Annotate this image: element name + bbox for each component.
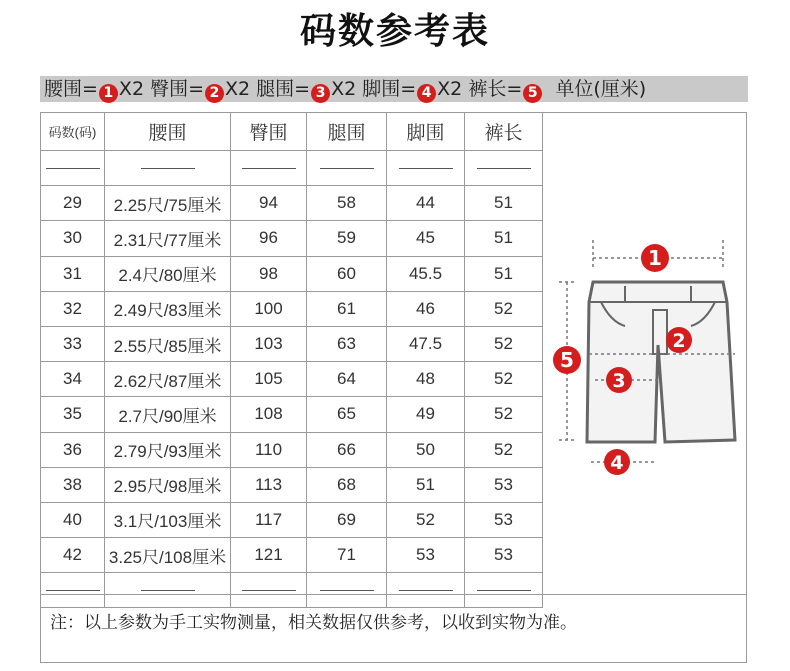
cell-length: 52 xyxy=(465,432,543,467)
table-row xyxy=(41,467,543,502)
formula-waist: 腰围= xyxy=(44,78,98,100)
cell-thigh: 66 xyxy=(307,432,387,467)
table-row xyxy=(41,538,543,573)
number-1-icon: 1 xyxy=(99,84,118,103)
divider-dash xyxy=(399,590,453,591)
number-4-icon: 4 xyxy=(417,84,436,103)
cell-thigh: 60 xyxy=(307,256,387,291)
table-row xyxy=(41,221,543,256)
cell-size: 30 xyxy=(41,221,105,256)
formula-unit: 单位(厘米) xyxy=(555,78,647,100)
divider-dash xyxy=(477,168,531,169)
shorts-measurement-diagram xyxy=(545,230,745,490)
divider-dash xyxy=(477,590,531,591)
cell-waist: 3.1尺/103厘米 xyxy=(105,502,231,537)
formula-thigh: 腿围= xyxy=(256,78,311,100)
header-waist: 腰围 xyxy=(105,113,231,151)
formula-times2: X2 xyxy=(331,78,357,100)
cell-thigh: 68 xyxy=(307,467,387,502)
cell-hip: 94 xyxy=(231,186,307,221)
cell-hip: 105 xyxy=(231,362,307,397)
table-row xyxy=(41,186,543,221)
cell-hem: 49 xyxy=(387,397,465,432)
table-row xyxy=(41,432,543,467)
cell-length: 52 xyxy=(465,362,543,397)
divider-dash xyxy=(46,590,100,591)
formula-times2: X2 xyxy=(225,78,251,100)
formula-times2: X2 xyxy=(437,78,463,100)
cell-hip: 108 xyxy=(231,397,307,432)
cell-hem: 52 xyxy=(387,502,465,537)
number-5-icon: 5 xyxy=(523,84,542,103)
cell-hip: 103 xyxy=(231,326,307,361)
cell-length: 53 xyxy=(465,538,543,573)
formula-hem: 脚围= xyxy=(362,78,417,100)
cell-length: 53 xyxy=(465,502,543,537)
cell-hem: 47.5 xyxy=(387,326,465,361)
cell-waist: 2.7尺/90厘米 xyxy=(105,397,231,432)
cell-length: 51 xyxy=(465,256,543,291)
table-row xyxy=(41,362,543,397)
measure-marker-2 xyxy=(666,327,692,353)
cell-waist: 2.4尺/80厘米 xyxy=(105,256,231,291)
cell-size: 38 xyxy=(41,467,105,502)
header-thigh: 腿围 xyxy=(307,113,387,151)
header-length: 裤长 xyxy=(465,113,543,151)
table-row xyxy=(41,326,543,361)
footnote: 注：以上参数为手工实物测量，相关数据仅供参考，以收到实物为准。 xyxy=(40,594,747,663)
cell-hem: 50 xyxy=(387,432,465,467)
cell-thigh: 65 xyxy=(307,397,387,432)
cell-hem: 53 xyxy=(387,538,465,573)
cell-waist: 2.79尺/93厘米 xyxy=(105,432,231,467)
table-row xyxy=(41,291,543,326)
table-row xyxy=(41,256,543,291)
cell-waist: 2.55尺/85厘米 xyxy=(105,326,231,361)
cell-thigh: 64 xyxy=(307,362,387,397)
cell-size: 35 xyxy=(41,397,105,432)
header-hem: 脚围 xyxy=(387,113,465,151)
formula-length: 裤长= xyxy=(468,78,523,100)
cell-size: 42 xyxy=(41,538,105,573)
cell-length: 52 xyxy=(465,291,543,326)
cell-hem: 45 xyxy=(387,221,465,256)
cell-hem: 51 xyxy=(387,467,465,502)
cell-length: 53 xyxy=(465,467,543,502)
shorts-outline-icon xyxy=(587,282,735,442)
cell-thigh: 59 xyxy=(307,221,387,256)
size-table xyxy=(40,112,543,608)
cell-size: 31 xyxy=(41,256,105,291)
cell-waist: 2.62尺/87厘米 xyxy=(105,362,231,397)
cell-length: 52 xyxy=(465,326,543,361)
divider-dash xyxy=(320,168,374,169)
cell-hip: 100 xyxy=(231,291,307,326)
cell-hip: 117 xyxy=(231,502,307,537)
svg-text:4: 4 xyxy=(610,452,624,474)
formula-hip: 臀围= xyxy=(150,78,204,100)
divider-dash xyxy=(399,168,453,169)
cell-hem: 46 xyxy=(387,291,465,326)
divider-dash xyxy=(46,168,100,169)
table-divider-row xyxy=(41,151,543,186)
cell-hem: 48 xyxy=(387,362,465,397)
measure-marker-1 xyxy=(641,244,669,272)
measurement-formula-bar xyxy=(40,76,748,102)
cell-length: 51 xyxy=(465,186,543,221)
table-header-row xyxy=(41,113,543,151)
cell-thigh: 61 xyxy=(307,291,387,326)
page-title: 码数参考表 xyxy=(299,11,490,52)
svg-text:5: 5 xyxy=(560,348,574,372)
cell-size: 29 xyxy=(41,186,105,221)
cell-waist: 2.95尺/98厘米 xyxy=(105,467,231,502)
cell-thigh: 69 xyxy=(307,502,387,537)
divider-dash xyxy=(242,168,296,169)
divider-dash xyxy=(141,590,195,591)
cell-hip: 110 xyxy=(231,432,307,467)
cell-size: 36 xyxy=(41,432,105,467)
measure-marker-3 xyxy=(606,367,632,393)
cell-waist: 2.25尺/75厘米 xyxy=(105,186,231,221)
svg-text:1: 1 xyxy=(648,246,662,270)
cell-waist: 2.31尺/77厘米 xyxy=(105,221,231,256)
measure-marker-4 xyxy=(604,449,630,475)
cell-size: 33 xyxy=(41,326,105,361)
cell-length: 52 xyxy=(465,397,543,432)
cell-hip: 113 xyxy=(231,467,307,502)
table-row xyxy=(41,397,543,432)
svg-text:3: 3 xyxy=(612,370,626,392)
number-3-icon: 3 xyxy=(311,84,330,103)
cell-thigh: 63 xyxy=(307,326,387,361)
divider-dash xyxy=(320,590,374,591)
cell-length: 51 xyxy=(465,221,543,256)
table-row xyxy=(41,502,543,537)
measure-marker-5 xyxy=(553,346,581,374)
cell-size: 34 xyxy=(41,362,105,397)
cell-thigh: 71 xyxy=(307,538,387,573)
cell-hip: 98 xyxy=(231,256,307,291)
cell-hip: 96 xyxy=(231,221,307,256)
cell-hem: 45.5 xyxy=(387,256,465,291)
number-2-icon: 2 xyxy=(205,84,224,103)
cell-hem: 44 xyxy=(387,186,465,221)
header-size: 码数(码) xyxy=(41,113,105,151)
cell-hip: 121 xyxy=(231,538,307,573)
cell-thigh: 58 xyxy=(307,186,387,221)
cell-waist: 3.25尺/108厘米 xyxy=(105,538,231,573)
divider-dash xyxy=(242,590,296,591)
cell-size: 32 xyxy=(41,291,105,326)
svg-text:2: 2 xyxy=(672,330,686,352)
divider-dash xyxy=(141,168,195,169)
formula-times2: X2 xyxy=(118,78,145,100)
cell-waist: 2.49尺/83厘米 xyxy=(105,291,231,326)
cell-size: 40 xyxy=(41,502,105,537)
header-hip: 臀围 xyxy=(231,113,307,151)
